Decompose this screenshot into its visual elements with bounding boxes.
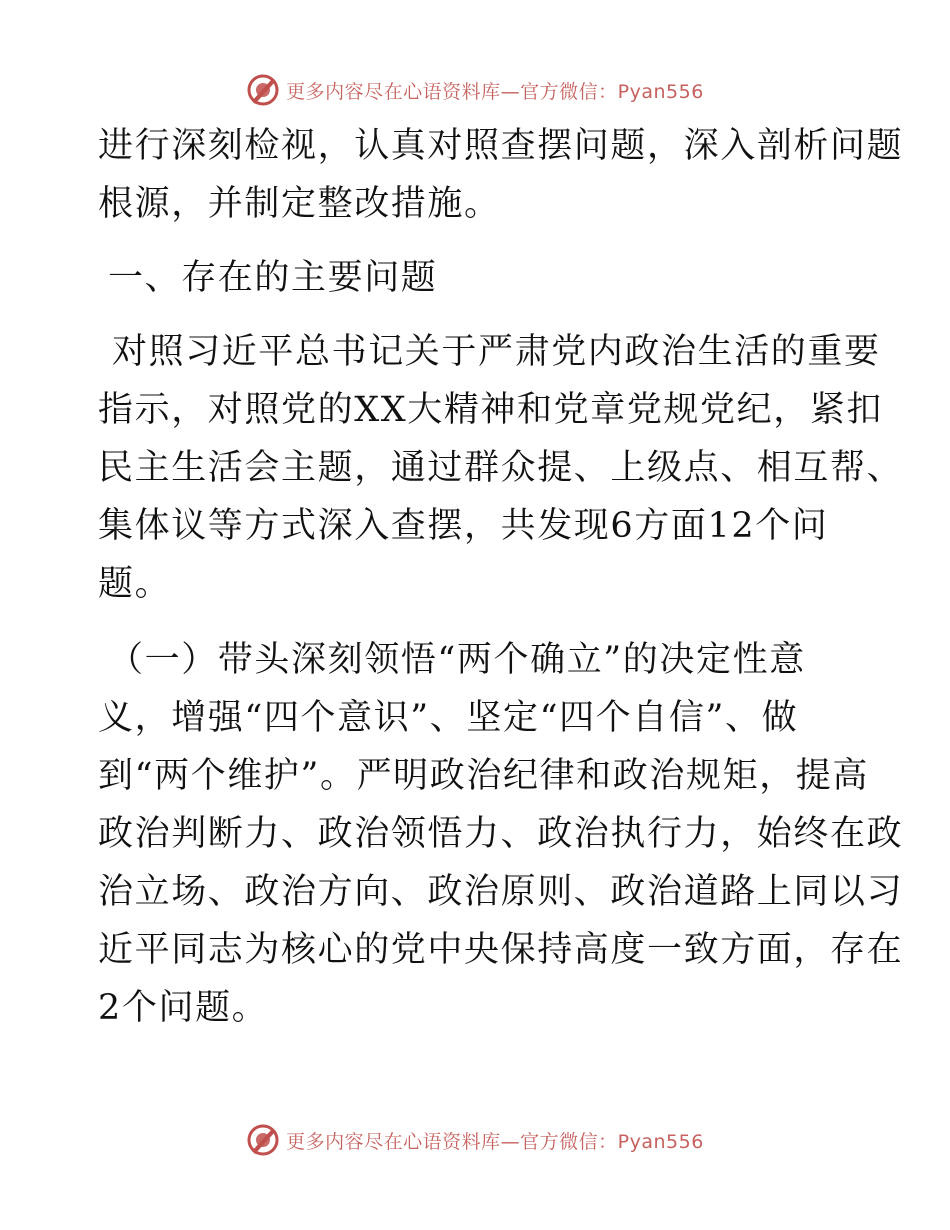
pen-logo-icon xyxy=(246,73,280,107)
paragraph-line: 根源，并制定整改措施。 xyxy=(98,184,501,224)
paragraph-line: 指示，对照党的XX大精神和党章党规党纪，紧扣 xyxy=(98,390,884,430)
paragraph-line: 治立场、政治方向、政治原则、政治道路上同以习 xyxy=(98,872,904,912)
watermark-text: 更多内容尽在心语资料库—官方微信：Pyan556 xyxy=(286,1130,704,1153)
paragraph-line: 民主生活会主题，通过群众提、上级点、相互帮、 xyxy=(98,448,904,488)
paragraph-line: 近平同志为核心的党中央保持高度一致方面，存在 xyxy=(98,930,904,970)
watermark-text: 更多内容尽在心语资料库—官方微信：Pyan556 xyxy=(286,80,704,103)
paragraph-line: 对照习近平总书记关于严肃党内政治生活的重要 xyxy=(112,332,881,372)
paragraph-line: 进行深刻检视，认真对照查摆问题，深入剖析问题 xyxy=(98,126,904,166)
paragraph-line: 2个问题。 xyxy=(98,988,269,1028)
subsection-heading: （一）带头深刻领悟“两个确立”的决定性意 xyxy=(108,640,806,680)
pen-logo-icon xyxy=(246,1123,280,1157)
paragraph-line: 集体议等方式深入查摆，共发现6方面12个问 xyxy=(98,506,829,546)
footer-watermark xyxy=(0,1120,950,1160)
paragraph-line: 政治判断力、政治领悟力、政治执行力，始终在政 xyxy=(98,814,904,854)
section-heading: 一、存在的主要问题 xyxy=(108,258,438,298)
paragraph-line: 到“两个维护”。严明政治纪律和政治规矩，提高 xyxy=(98,756,869,796)
paragraph-line: 义，增强“四个意识”、坚定“四个自信”、做 xyxy=(98,698,799,738)
header-watermark xyxy=(0,70,950,110)
paragraph-line: 题。 xyxy=(98,564,172,604)
